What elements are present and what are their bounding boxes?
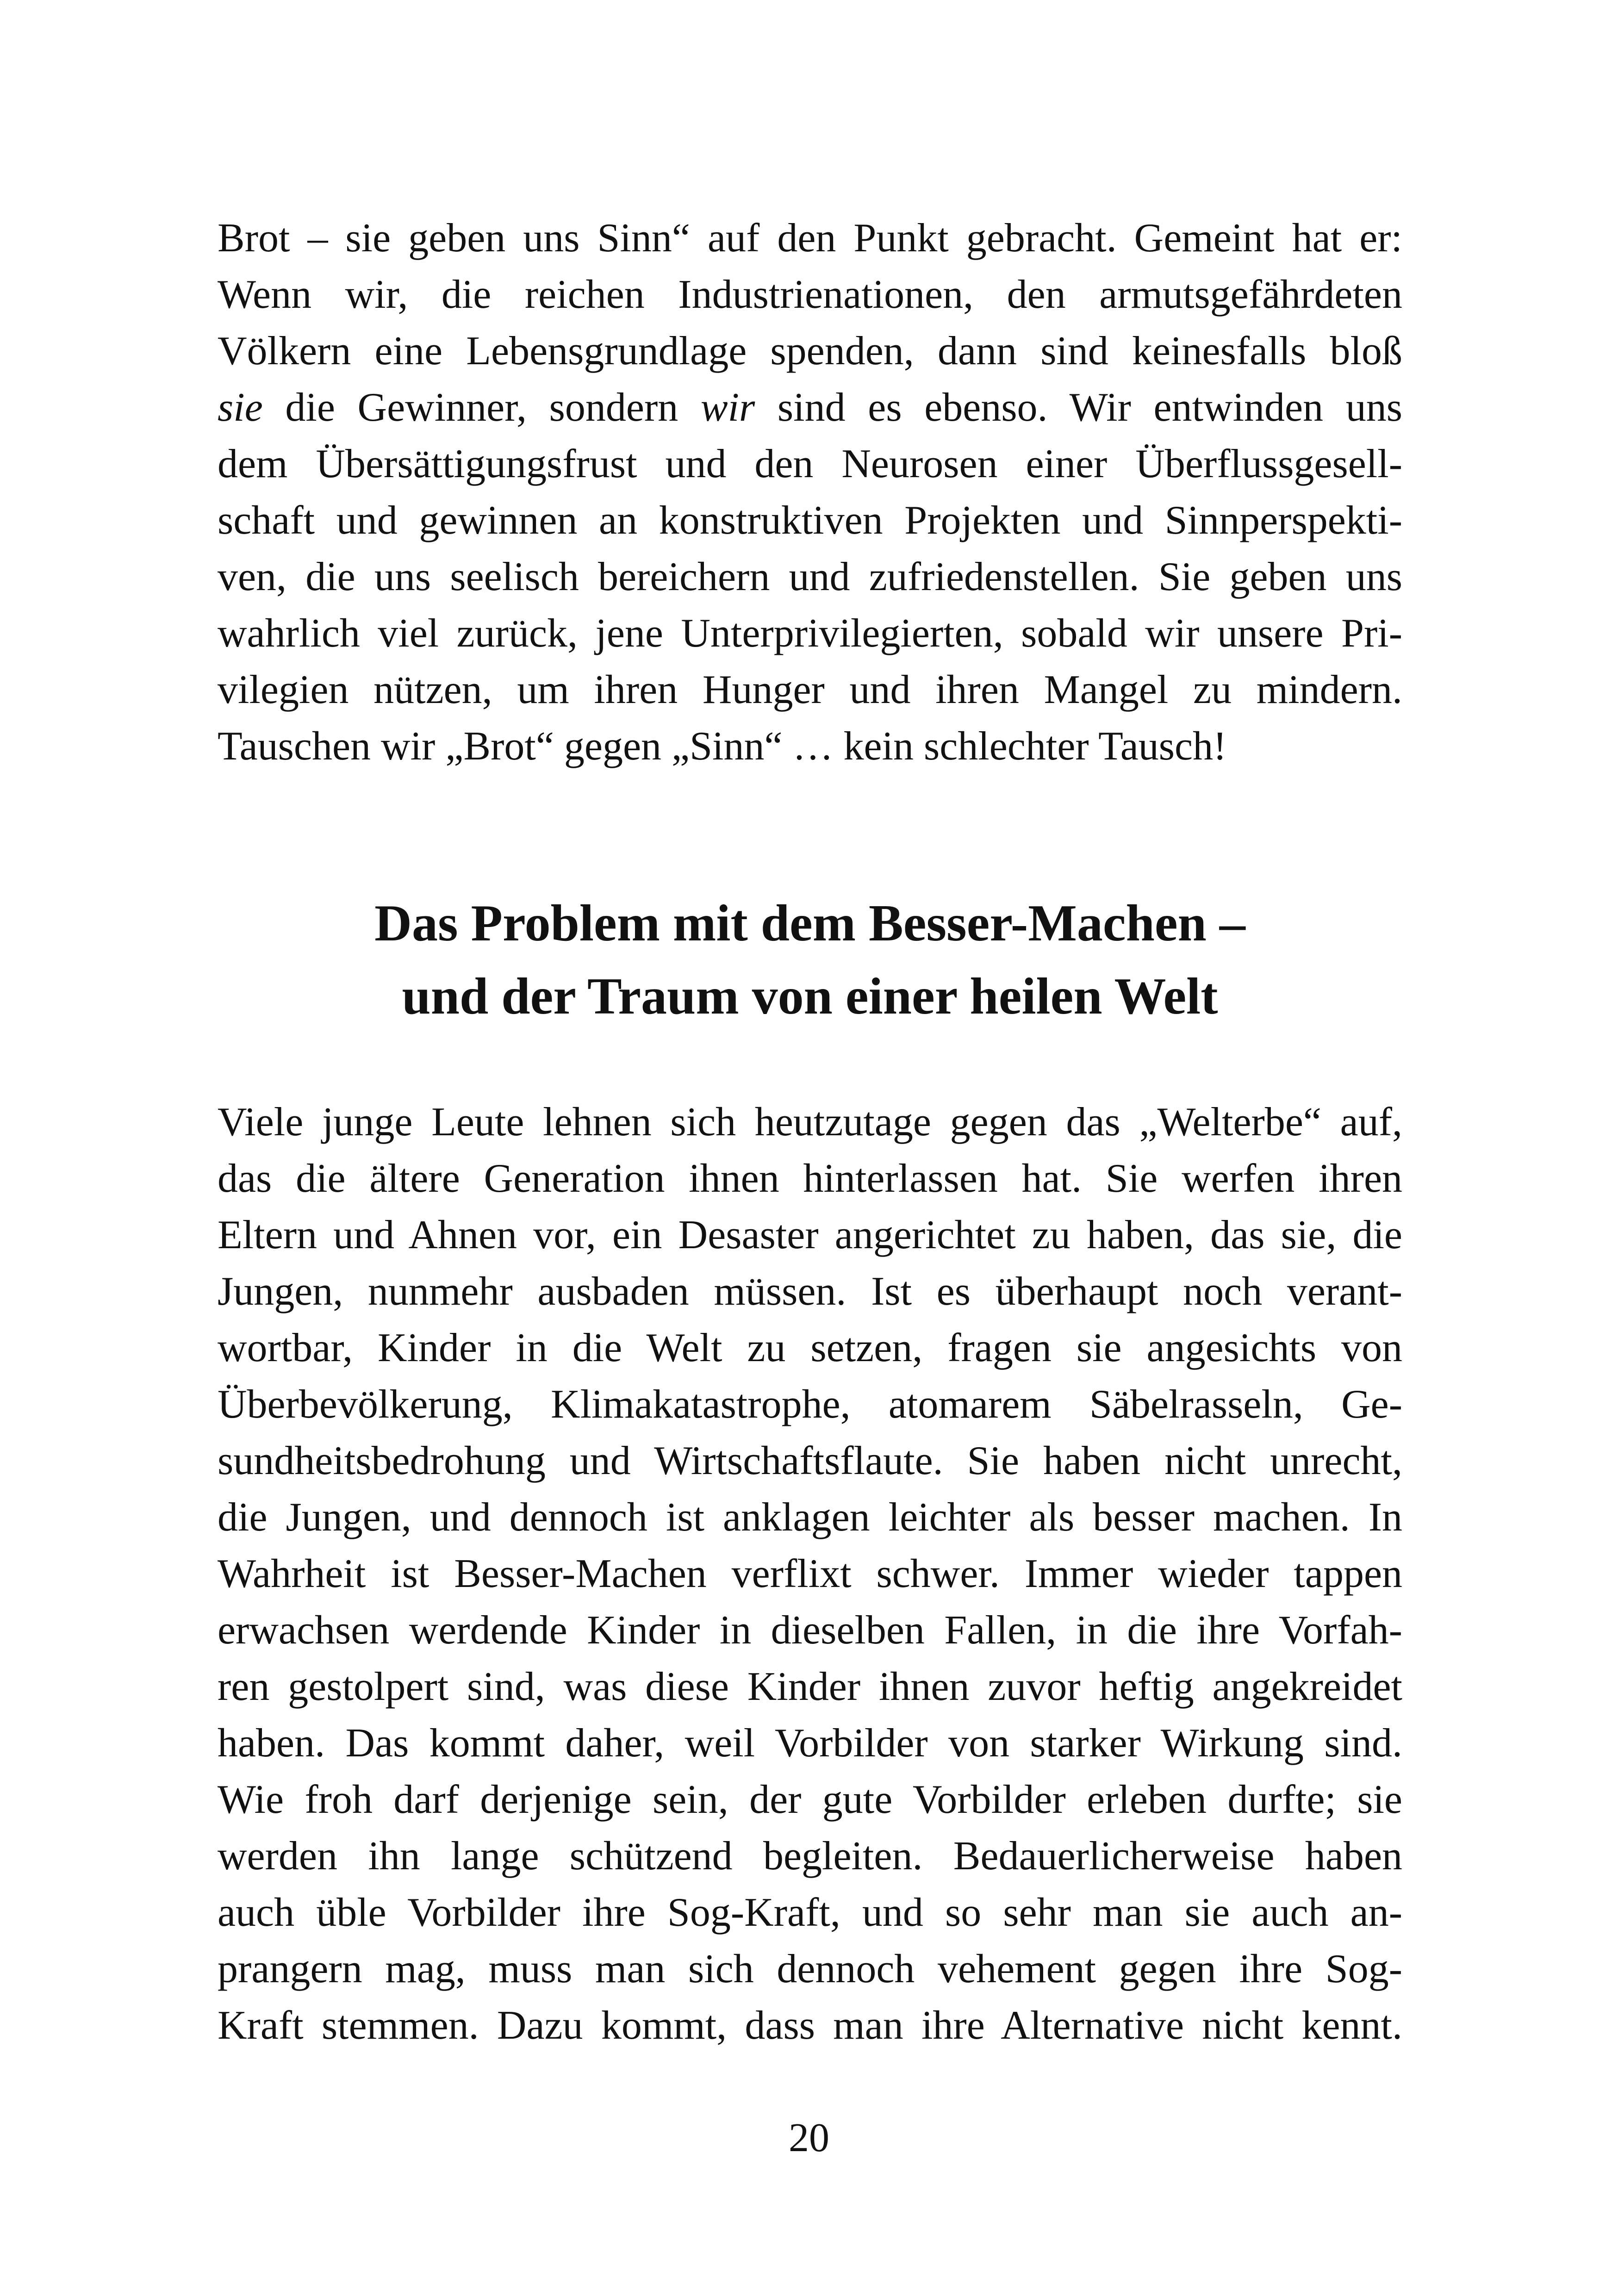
text-line: Eltern und Ahnen vor, ein Desaster angerichtet zu haben, das sie, die	[218, 1213, 1402, 1257]
heading-line-1: Das Problem mit dem Besser-Machen –	[374, 895, 1245, 952]
emphasis-sie: sie	[218, 385, 263, 430]
text-segment: die Gewinner, sondern	[262, 385, 701, 430]
text-line: prangern mag, muss man sich dennoch vehement gegen ihre Sog-	[218, 1947, 1402, 1991]
heading-line-2: und der Traum von einer heilen Welt	[402, 968, 1218, 1025]
text-line: Kraft stemmen. Dazu kommt, dass man ihre Alternative nicht kennt.	[218, 2003, 1402, 2048]
text-line: Viele junge Leute lehnen sich heutzutage gegen das „Welterbe“ auf,	[218, 1100, 1402, 1145]
text-line: ven, die uns seelisch bereichern und zufriedenstellen. Sie geben uns	[218, 554, 1402, 599]
text-line: die Jungen, und dennoch ist anklagen leichter als besser machen. In	[218, 1495, 1402, 1540]
text-line: schaft und gewinnen an konstruktiven Projekten und Sinnperspekti-	[218, 498, 1402, 543]
text-line: Jungen, nunmehr ausbaden müssen. Ist es überhaupt noch verant-	[218, 1269, 1402, 1314]
text-line: Überbevölkerung, Klimakatastrophe, atomarem Säbelrasseln, Ge-	[218, 1382, 1402, 1427]
text-segment: sind es ebenso. Wir entwinden uns	[755, 385, 1402, 430]
page-number: 20	[789, 2116, 829, 2160]
text-line: erwachsen werdende Kinder in dieselben Fallen, in die ihre Vorfah-	[218, 1608, 1402, 1653]
text-line: Wahrheit ist Besser-Machen verflixt schwer. Immer wieder tappen	[218, 1551, 1402, 1596]
text-line: haben. Das kommt daher, weil Vorbilder von starker Wirkung sind.	[218, 1721, 1402, 1766]
text-line: sundheitsbedrohung und Wirtschaftsflaute. Sie haben nicht unrecht,	[218, 1438, 1402, 1483]
text-line: ren gestolpert sind, was diese Kinder ihnen zuvor heftig angekreidet	[218, 1664, 1402, 1709]
text-line: wahrlich viel zurück, jene Unterprivilegierten, sobald wir unsere Pri-	[218, 611, 1402, 656]
emphasis-wir: wir	[700, 385, 755, 430]
text-line: das die ältere Generation ihnen hinterlassen hat. Sie werfen ihren	[218, 1156, 1402, 1201]
text-line: Wenn wir, die reichen Industrienationen, den armutsgefährdeten	[218, 272, 1402, 317]
text-line: auch üble Vorbilder ihre Sog-Kraft, und so sehr man sie auch an-	[218, 1890, 1402, 1935]
text-line: dem Übersättigungsfrust und den Neurosen einer Überflussgesell-	[218, 442, 1402, 486]
text-line-with-emphasis	[218, 378, 1402, 438]
text-line: Brot – sie geben uns Sinn“ auf den Punkt gebracht. Gemeint hat er:	[218, 216, 1402, 261]
text-line: vilegien nützen, um ihren Hunger und ihren Mangel zu mindern.	[218, 667, 1402, 712]
text-line: Tauschen wir „Brot“ gegen „Sinn“ … kein schlechter Tausch!	[218, 724, 1227, 769]
text-line: Wie froh darf derjenige sein, der gute Vorbilder erleben durfte; sie	[218, 1777, 1402, 1822]
text-line: wortbar, Kinder in die Welt zu setzen, fragen sie angesichts von	[218, 1325, 1402, 1370]
text-line: werden ihn lange schützend begleiten. Bedauerlicherweise haben	[218, 1834, 1402, 1879]
text-line: Völkern eine Lebensgrundlage spenden, dann sind keinesfalls bloß	[218, 329, 1402, 373]
